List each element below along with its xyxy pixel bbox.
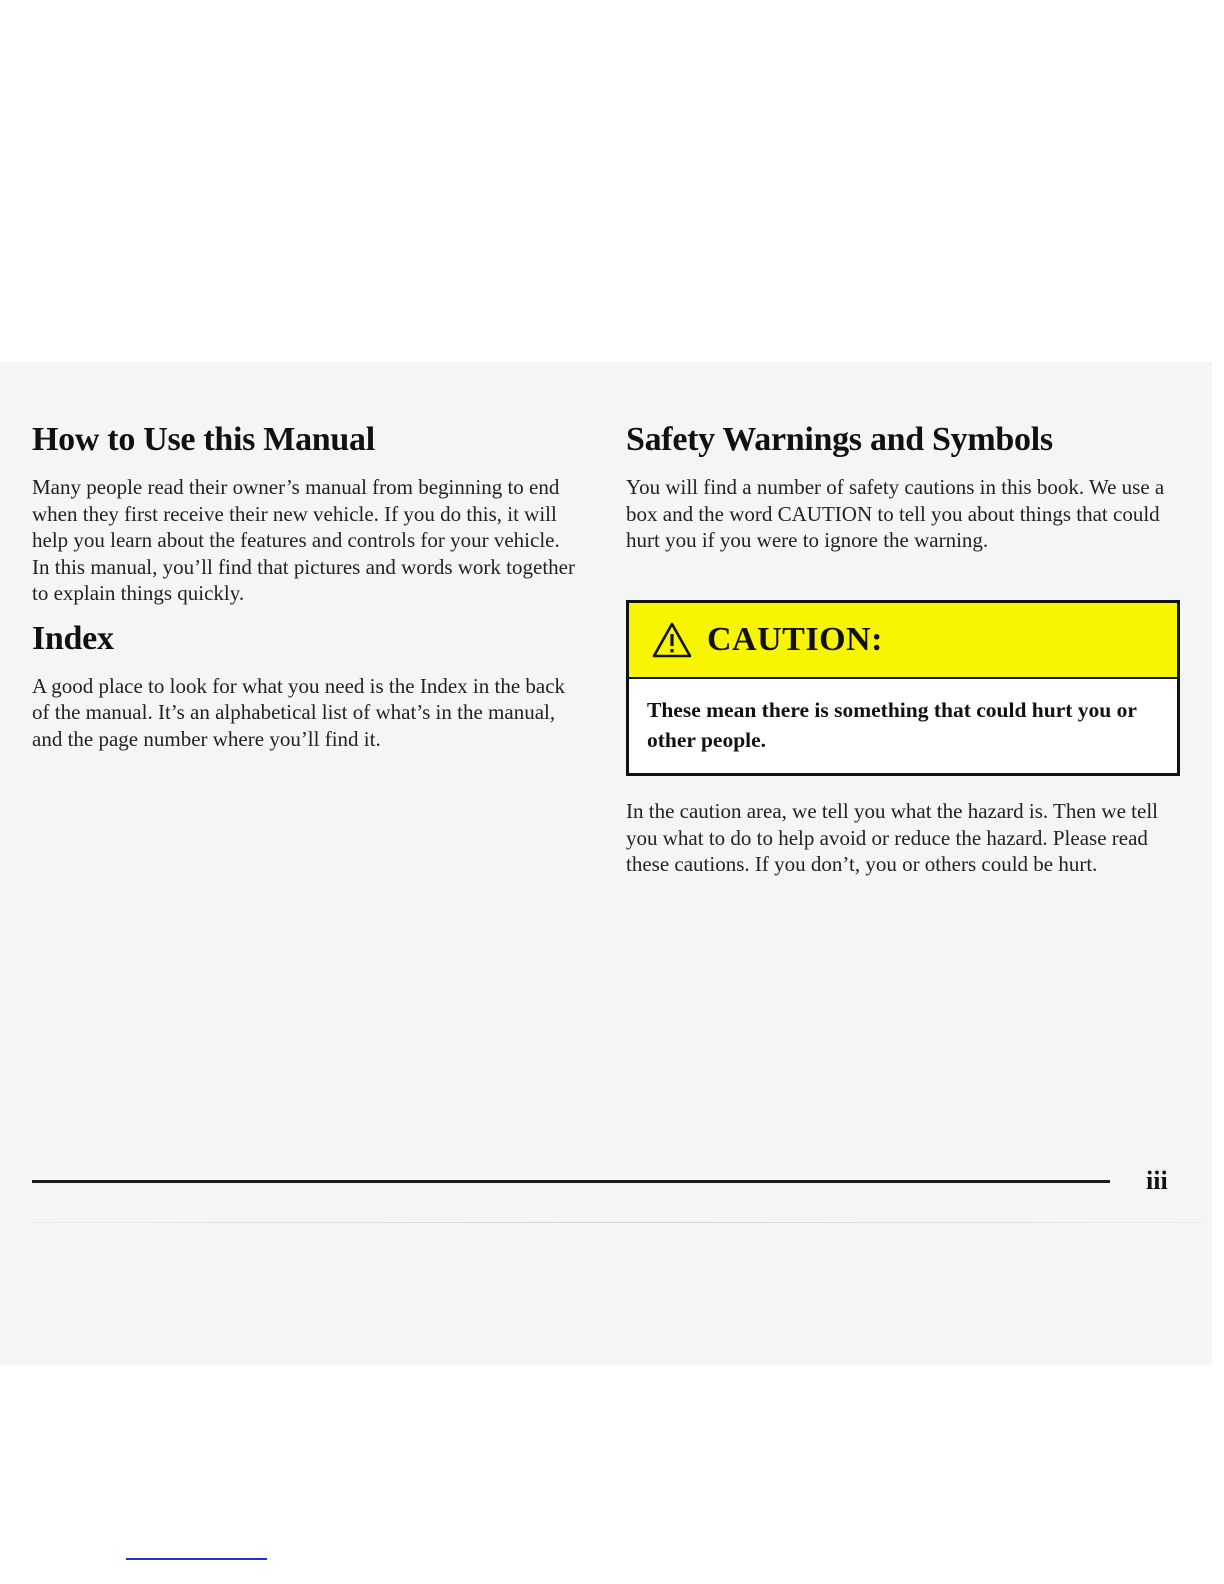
scan-line <box>32 1222 1204 1223</box>
caution-title: CAUTION: <box>707 621 883 658</box>
left-column <box>32 420 582 752</box>
footer-rule <box>32 1180 1110 1183</box>
index-paragraph: A good place to look for what you need is the Index in the back of the manual. It’s an alphabetical list of what’s in the manual, and the page number where you’ll find it. <box>32 673 566 751</box>
page-number: iii <box>1146 1166 1168 1195</box>
right-column <box>626 420 1178 554</box>
how-to-use-paragraph: Many people read their owner’s manual from beginning to end when they first receive their new vehicle. If you do this, it will help you learn about the features and controls for your vehicle. In this manual, you’ll find that pictures and words work together to explain things quickly. <box>32 475 575 605</box>
caution-body: These mean there is something that could hurt you or other people. <box>647 698 1137 752</box>
index-heading: Index <box>32 619 114 657</box>
how-to-use-heading: How to Use this Manual <box>32 421 375 458</box>
warning-triangle-icon <box>651 621 693 659</box>
safety-warnings-heading: Safety Warnings and Symbols <box>626 421 1053 458</box>
caution-header <box>629 603 1177 679</box>
link-underline[interactable] <box>126 1558 267 1560</box>
safety-intro-paragraph: You will find a number of safety cautions in this book. We use a box and the word CAUTION to tell you about things that could hurt you if you were to ignore the warning. <box>626 475 1165 552</box>
caution-explanation-paragraph: In the caution area, we tell you what the hazard is. Then we tell you what to do to help avoid or reduce the hazard. Please read these cautions. If you don’t, you or others could be hurt. <box>626 799 1158 876</box>
caution-box <box>626 600 1180 776</box>
